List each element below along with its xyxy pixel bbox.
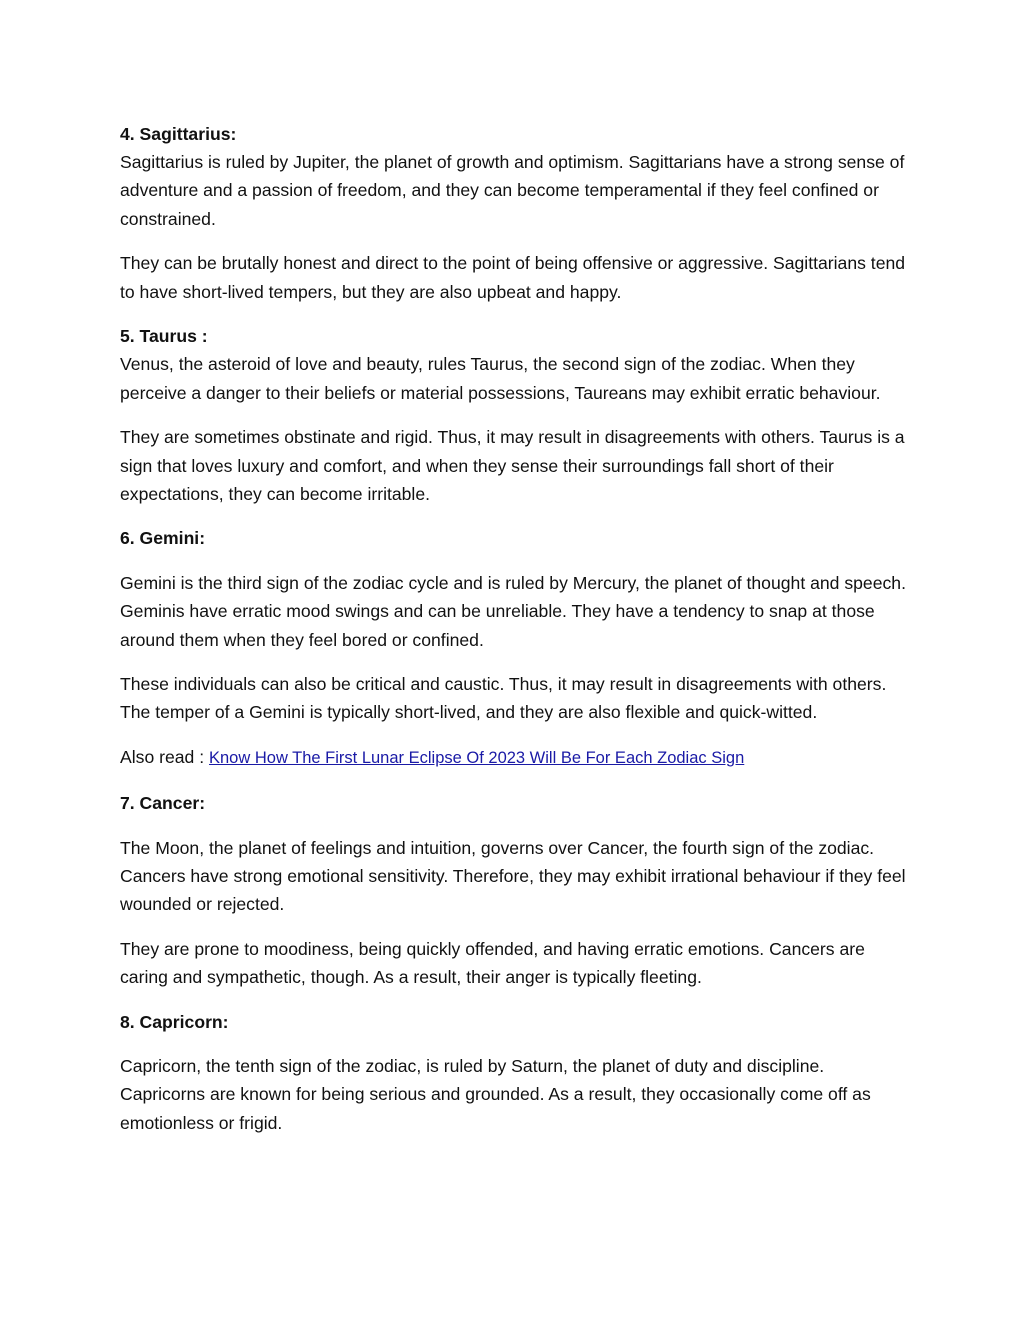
- section-heading-gemini: 6. Gemini:: [120, 528, 206, 549]
- cancer-paragraph-1: The Moon, the planet of feelings and intuition, governs over Cancer, the fourth sign of the zodiac. Cancers have strong emotional sensitivity. Therefore, they may exhibit irrational behaviour if they feel wounded or rejected.: [120, 837, 906, 914]
- also-read-link[interactable]: Know How The First Lunar Eclipse Of 2023 Will Be For Each Zodiac Sign: [209, 749, 745, 768]
- section-heading-cancer: 7. Cancer:: [120, 792, 206, 813]
- cancer-paragraph-2: They are prone to moodiness, being quickly offended, and having erratic emotions. Cancers are caring and sympathetic, though. As a result, their anger is typically fleeting.: [120, 938, 865, 987]
- capricorn-paragraph-1: Capricorn, the tenth sign of the zodiac, is ruled by Saturn, the planet of duty and discipline. Capricorns are known for being serious and grounded. As a result, they occasionally come off as emotionless or frigid.: [120, 1056, 871, 1133]
- taurus-paragraph-1: Venus, the asteroid of love and beauty, rules Taurus, the second sign of the zodiac. When they perceive a danger to their beliefs or material possessions, Taureans may exhibit erratic behaviour.: [120, 354, 881, 403]
- also-read-prefix: Also read :: [120, 747, 209, 768]
- section-heading-taurus: 5. Taurus :: [120, 326, 208, 347]
- also-read: [120, 743, 910, 772]
- section-heading-capricorn: 8. Capricorn:: [120, 1011, 229, 1032]
- section-heading-sagittarius: 4. Sagittarius:: [120, 124, 237, 144]
- document-page: [120, 120, 910, 1153]
- gemini-paragraph-2: These individuals can also be critical and caustic. Thus, it may result in disagreements with others. The temper of a Gemini is typically short-lived, and they are also flexible and quick-witted.: [120, 674, 887, 723]
- gemini-paragraph-1: Gemini is the third sign of the zodiac cycle and is ruled by Mercury, the planet of thought and speech. Geminis have erratic mood swings and can be unreliable. They have a tendency to snap at those around them when they feel bored or confined.: [120, 573, 906, 650]
- taurus-paragraph-2: They are sometimes obstinate and rigid. Thus, it may result in disagreements with others. Taurus is a sign that loves luxury and comfort, and when they sense their surroundings fall short of their expectations, they can become irritable.: [120, 427, 905, 504]
- sagittarius-paragraph-1: Sagittarius is ruled by Jupiter, the planet of growth and optimism. Sagittarians have a strong sense of adventure and a passion of freedom, and they can become temperamental if they feel confined or constrained.: [120, 152, 905, 229]
- sagittarius-paragraph-2: They can be brutally honest and direct to the point of being offensive or aggressive. Sagittarians tend to have short-lived tempers, but they are also upbeat and happy.: [120, 253, 906, 302]
